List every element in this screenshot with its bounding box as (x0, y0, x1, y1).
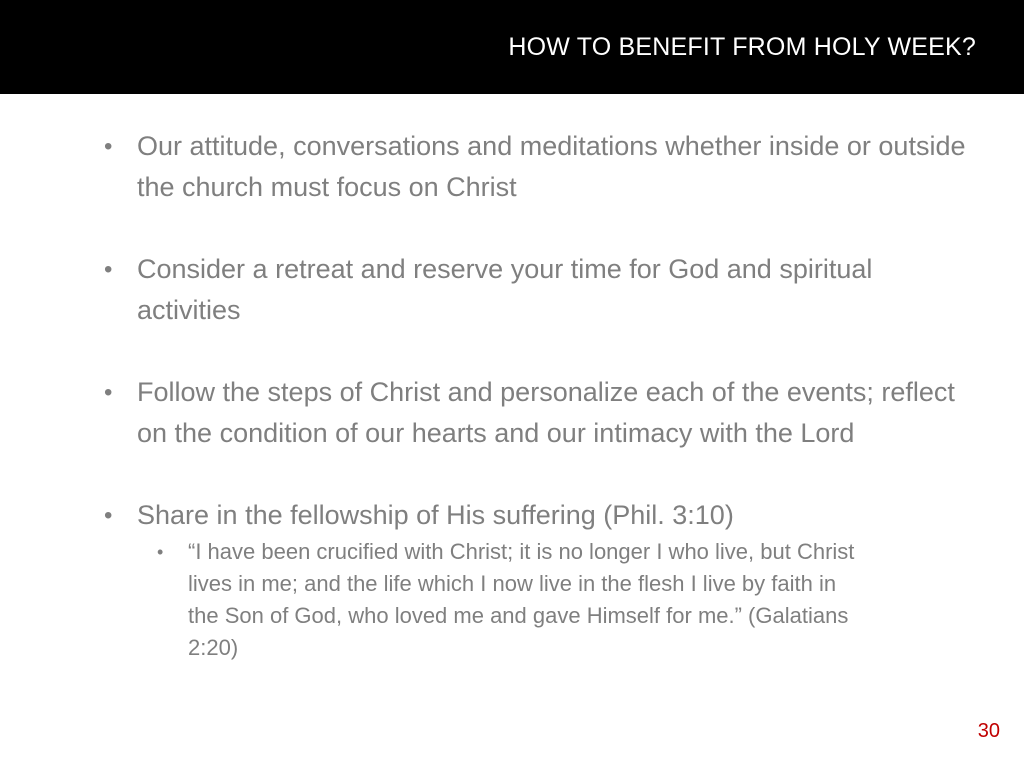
bullet-text: Share in the fellowship of His suffering (Phil. 3:10) (137, 500, 734, 530)
sub-bullet-text: “I have been crucified with Christ; it is no longer I who live, but Christ lives in me; and the life which I now live in the flesh I live by faith in the Son of God, who loved me and gave Himself for me.” (Galatians 2:20) (188, 539, 855, 660)
title-bar (0, 0, 1024, 94)
bullet-item (100, 372, 980, 454)
bullet-item (100, 126, 980, 208)
page-number: 30 (977, 720, 1000, 742)
bullet-text: Follow the steps of Christ and personalize each of the events; reflect on the condition of our hearts and our intimacy with the Lord (137, 377, 955, 448)
sub-bullet-icon: • (157, 542, 164, 562)
bullet-list (100, 126, 980, 664)
bullet-icon: • (104, 133, 113, 160)
bullet-text: Consider a retreat and reserve your time for God and spiritual activities (137, 254, 873, 325)
bullet-text: Our attitude, conversations and meditations whether inside or outside the church must focus on Christ (137, 131, 966, 202)
bullet-item (100, 495, 980, 536)
bullet-icon: • (104, 256, 113, 283)
bullet-icon: • (104, 379, 113, 406)
sub-bullet-item (100, 536, 868, 664)
slide-title: HOW TO BENEFIT FROM HOLY WEEK? (508, 33, 976, 61)
bullet-item (100, 249, 980, 331)
bullet-icon: • (104, 502, 113, 529)
